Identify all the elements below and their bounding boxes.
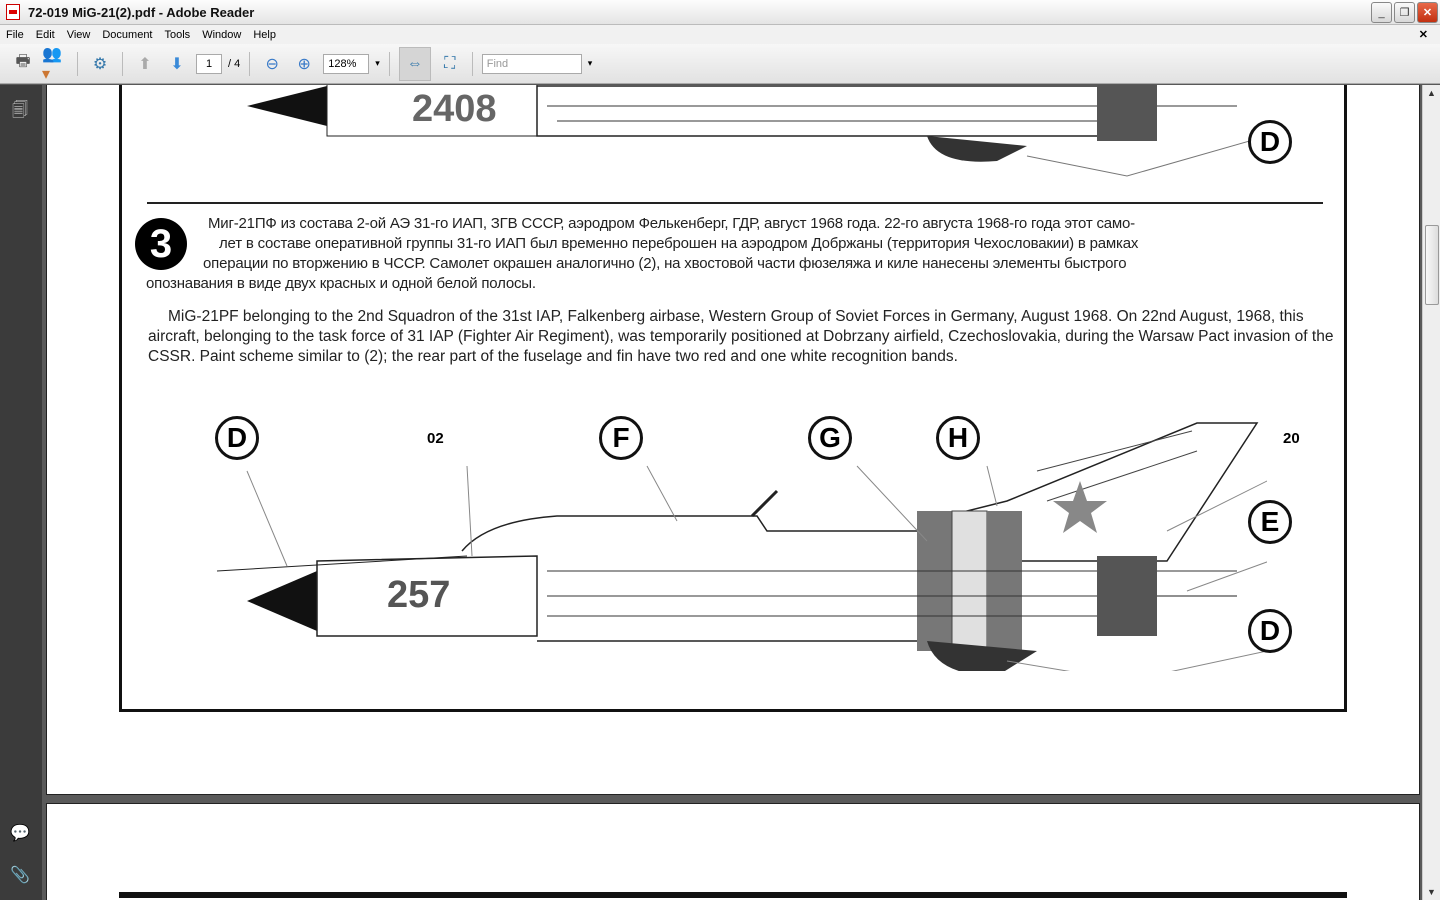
aircraft-number-top: 2408 (412, 88, 497, 130)
close-button[interactable]: ✕ (1417, 2, 1438, 23)
label-02: 02 (427, 430, 444, 447)
aircraft-number-bottom: 257 (387, 574, 451, 616)
separator (77, 52, 78, 76)
menu-help[interactable]: Help (253, 28, 276, 41)
menu-window[interactable]: Window (202, 28, 242, 41)
zoom-level-select[interactable]: 128% (323, 54, 369, 74)
zoom-in-icon[interactable]: ⊕ (297, 55, 311, 73)
menu-edit[interactable]: Edit (35, 28, 55, 41)
label-20: 20 (1283, 430, 1300, 447)
secure-icon[interactable]: ⚙ (92, 55, 108, 73)
prev-page-icon[interactable]: ⬆ (138, 55, 152, 73)
section-number: 3 (135, 218, 187, 270)
scroll-down-icon[interactable]: ▼ (1427, 887, 1436, 897)
toolbar (0, 44, 1440, 84)
title-bar (0, 0, 1440, 25)
ru-text-line: опознавания в виде двух красных и одной белой полосы. (146, 275, 536, 292)
scroll-thumb[interactable] (1425, 225, 1439, 305)
page-total: / 4 (228, 57, 241, 70)
page-rule (119, 892, 1347, 898)
ru-text-line: Миг-21ПФ из состава 2-ой АЭ 31-го ИАП, ЗГВ СССР, аэродром Фелькенберг, ГДР, август 1968 года. 22-го августа 1968-го года этот само- (208, 215, 1135, 232)
collaborate-icon[interactable]: 👥▾ (42, 45, 62, 83)
comments-icon[interactable]: 💬 (10, 825, 30, 842)
window-title: 72-019 MiG-21(2).pdf - Adobe Reader (28, 4, 255, 20)
navigation-pane (0, 85, 42, 900)
callout-d: D (215, 416, 259, 460)
document-area (42, 85, 1422, 900)
en-description: MiG-21PF belonging to the 2nd Squadron of the 31st IAP, Falkenberg airbase, Western Group of Soviet Forces in Germany, August 1968. On 22nd August, 1968, this aircraft, belonging to the task force of 31 IAP (Fighter Air Regiment), was temporarily positioned at Dobrzany airfield, Czechoslovakia, during the Warsaw Pact invasion of the CSSR. Paint scheme similar to (2); the rear part of the fuselage and fin have two red and one white recognition bands. (148, 308, 1334, 365)
separator (122, 52, 123, 76)
menu-tools[interactable]: Tools (164, 28, 191, 41)
pages-icon[interactable]: 🗐 (12, 102, 28, 119)
separator (389, 52, 390, 76)
restore-button[interactable]: ❐ (1394, 2, 1415, 23)
minimize-button[interactable]: _ (1371, 2, 1392, 23)
vertical-scrollbar[interactable] (1422, 85, 1440, 900)
callout-g: G (808, 416, 852, 460)
attachments-icon[interactable]: 📎 (10, 867, 30, 884)
menu-file[interactable]: File (6, 28, 24, 41)
fit-width-icon[interactable]: ⇔ (399, 47, 431, 81)
page-number-input[interactable]: 1 (196, 54, 222, 74)
callout-d-top: D (1248, 120, 1292, 164)
divider (147, 202, 1323, 204)
zoom-out-icon[interactable]: ⊖ (265, 55, 279, 73)
pdf-page (46, 85, 1420, 795)
callout-e: E (1248, 500, 1292, 544)
menu-view[interactable]: View (66, 28, 91, 41)
next-page-icon[interactable]: ⬇ (170, 55, 184, 73)
callout-f: F (599, 416, 643, 460)
fit-page-icon[interactable]: ⛶ (444, 54, 456, 72)
print-icon[interactable]: 🖶 (15, 53, 31, 70)
pdf-page-2 (46, 803, 1420, 900)
ru-text-line: лет в составе оперативной группы 31-го ИАП был временно переброшен на аэродром Добржаны (территория Чехословакии) в рамках (219, 235, 1139, 252)
callout-h: H (936, 416, 980, 460)
callout-d-2: D (1248, 609, 1292, 653)
find-input[interactable]: Find (482, 54, 582, 74)
scroll-up-icon[interactable]: ▲ (1427, 88, 1436, 98)
separator (472, 52, 473, 76)
zoom-dropdown-icon[interactable]: ▾ (375, 58, 380, 68)
document-close-button[interactable]: ✕ (1418, 29, 1428, 41)
aircraft-drawing-top (237, 85, 1257, 186)
pdf-icon (6, 4, 20, 20)
menu-document[interactable]: Document (102, 28, 153, 41)
menu-bar (0, 25, 1440, 44)
ru-text-line: операции по вторжению в ЧССР. Самолет окрашен аналогично (2), на хвостовой части фюзеляжа и киле нанесены элементы быстрого (203, 255, 1127, 272)
find-dropdown-icon[interactable]: ▾ (587, 58, 593, 68)
separator (249, 52, 250, 76)
aircraft-drawing-bottom (207, 411, 1267, 671)
